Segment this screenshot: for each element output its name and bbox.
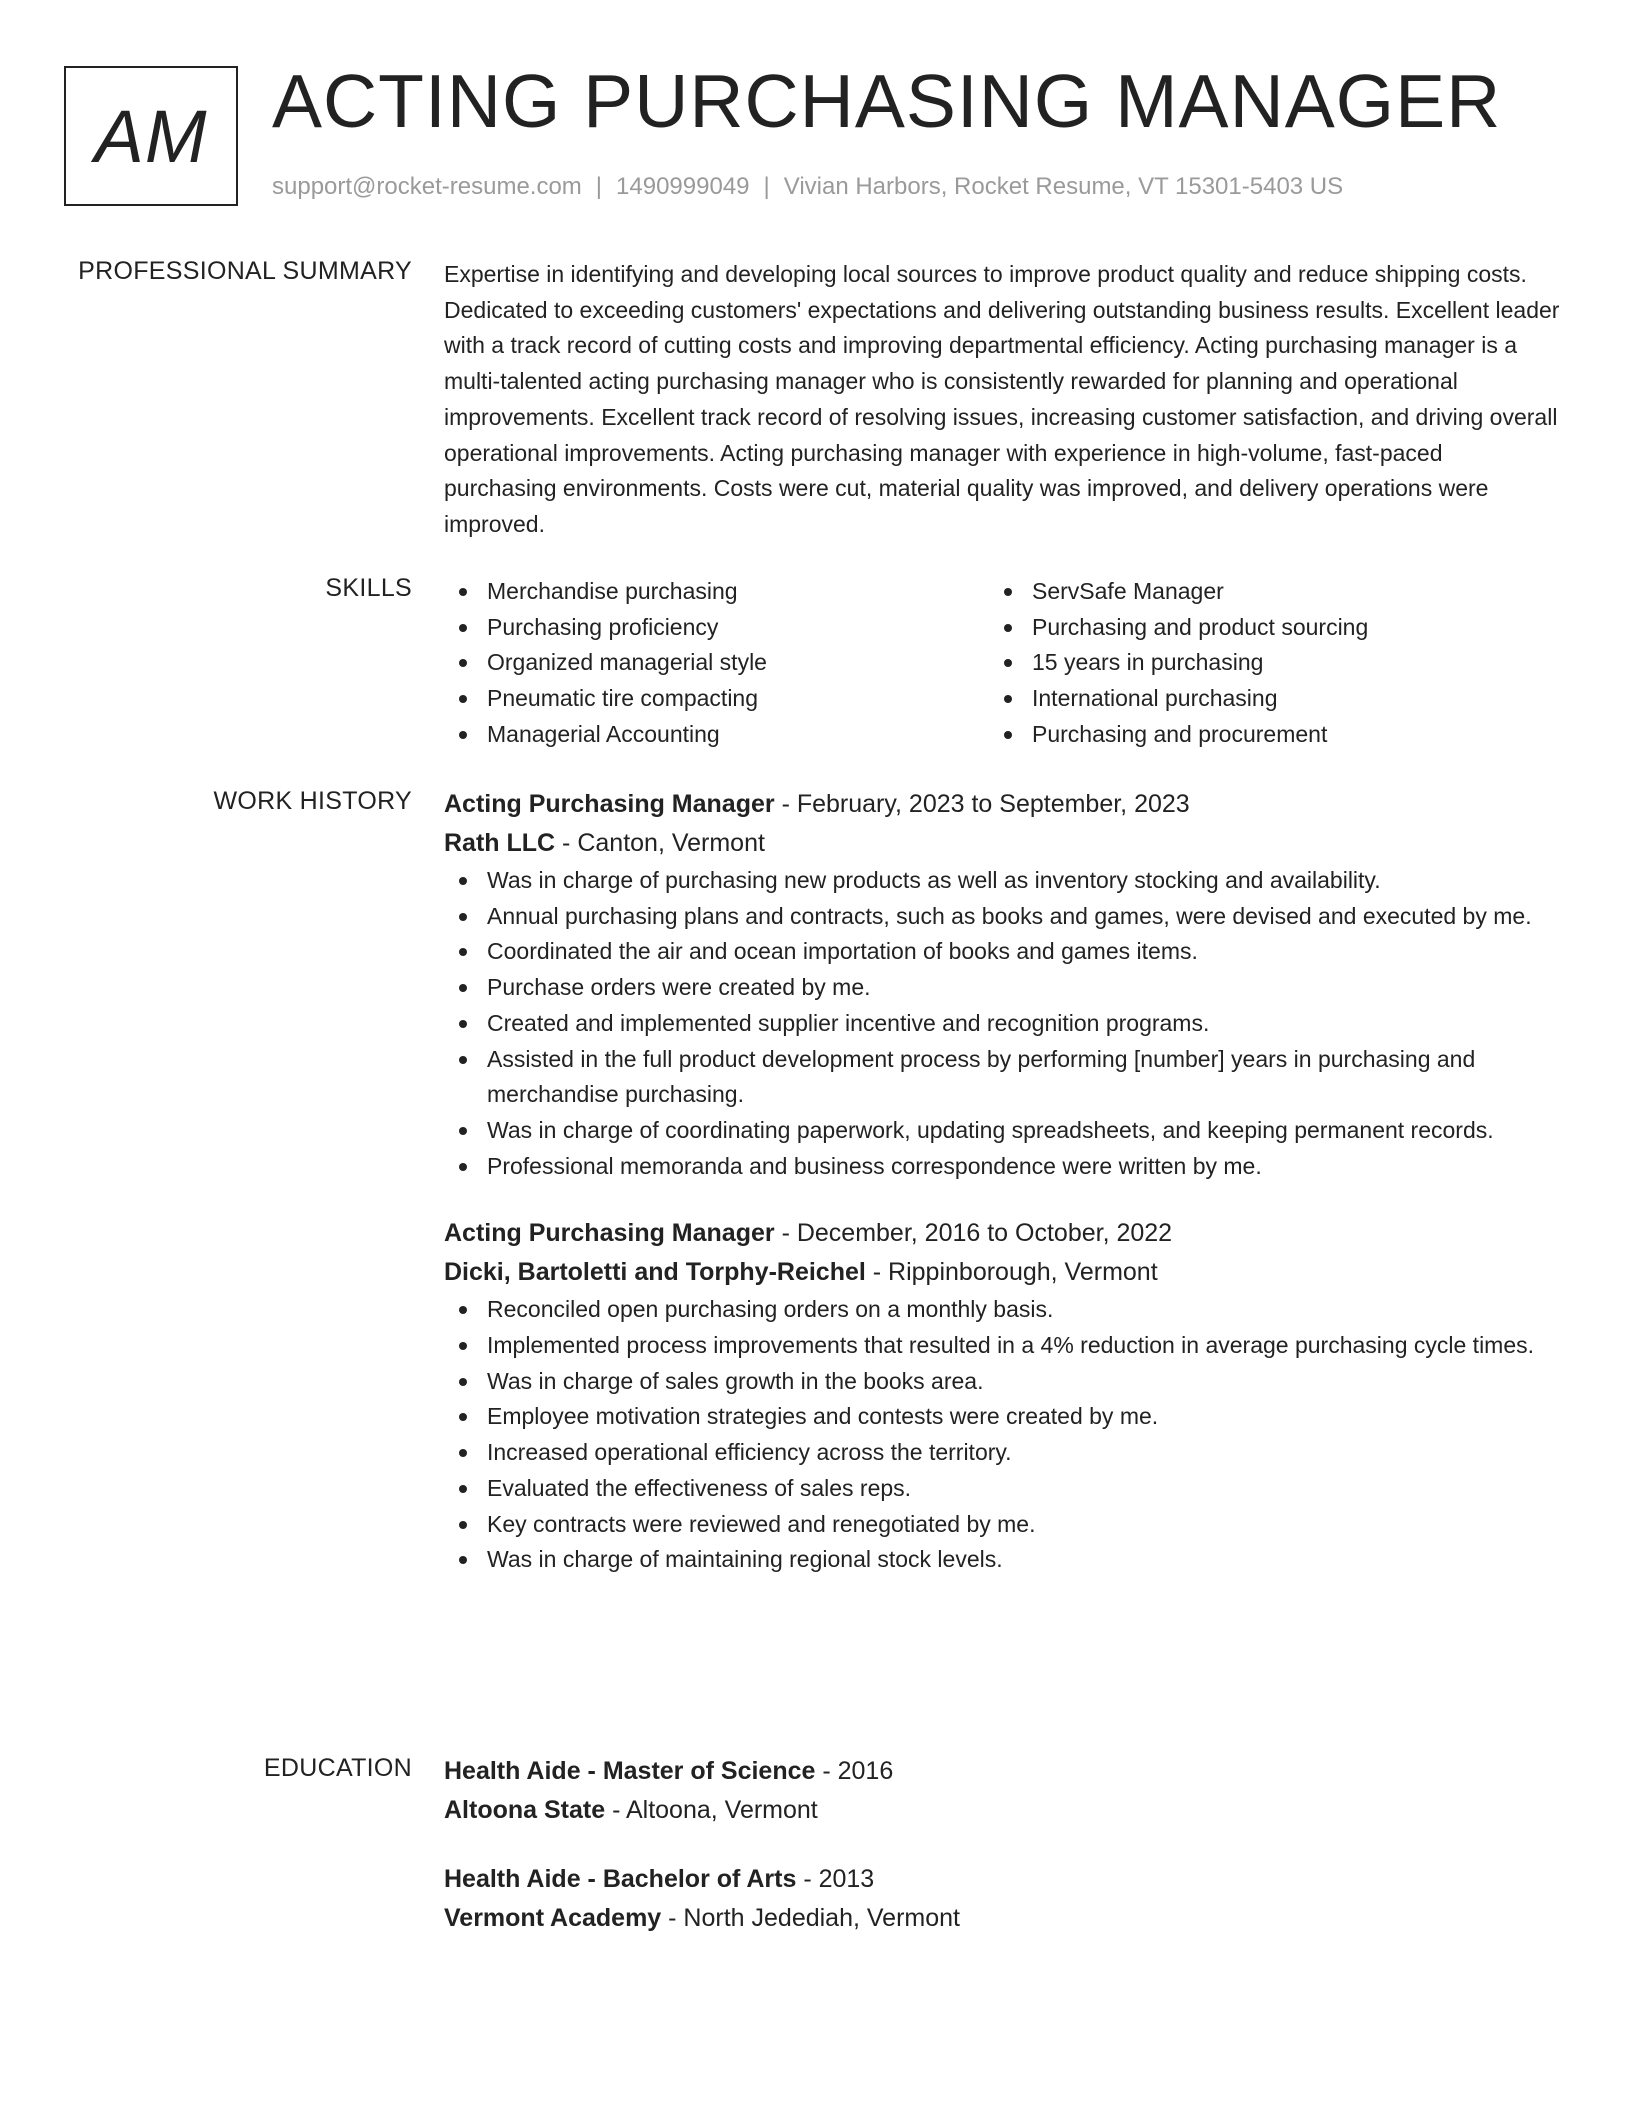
skills-list-right — [989, 574, 1534, 753]
education-heading: EDUCATION — [263, 1754, 412, 1782]
skills-list-left — [444, 574, 989, 753]
skill-item: Managerial Accounting — [444, 717, 989, 753]
summary-text: Expertise in identifying and developing local sources to improve product quality and reduce shipping costs. Dedicated to exceeding customers' expectations and delivering outstanding business results. Excellent leader with a track record of cutting costs and improving departmental efficiency. Acting purchasing manager is a multi-talented acting purchasing manager who is consistently rewarded for planning and operational improvements. Excellent track record of resolving issues, increasing customer satisfaction, and driving overall operational improvements. Acting purchasing manager with experience in high-volume, fast-paced purchasing environments. Costs were cut, material quality was improved, and delivery operations were improved. — [444, 261, 1560, 537]
job-title-line — [444, 1214, 1560, 1253]
education-school-line — [444, 1791, 1560, 1830]
job-duties-list — [444, 1292, 1560, 1578]
skills-body — [444, 574, 1560, 753]
job-entry — [444, 785, 1560, 1184]
job-duty: Evaluated the effectiveness of sales reps. — [444, 1471, 1560, 1507]
skill-item: ServSafe Manager — [989, 574, 1534, 610]
resume-title: ACTING PURCHASING MANAGER — [272, 59, 1502, 143]
job-duty: Reconciled open purchasing orders on a monthly basis. — [444, 1292, 1560, 1328]
education-year: - 2016 — [815, 1757, 894, 1785]
skill-item: Organized managerial style — [444, 645, 989, 681]
job-duty: Employee motivation strategies and contests were created by me. — [444, 1399, 1560, 1435]
job-duty: Professional memoranda and business correspondence were written by me. — [444, 1149, 1560, 1185]
skill-item: 15 years in purchasing — [989, 645, 1534, 681]
job-duty: Created and implemented supplier incentive and recognition programs. — [444, 1006, 1560, 1042]
education-body — [444, 1752, 1560, 1938]
skill-item: International purchasing — [989, 681, 1534, 717]
skill-item: Purchasing and product sourcing — [989, 610, 1534, 646]
job-duty: Was in charge of maintaining regional stock levels. — [444, 1542, 1560, 1578]
summary-body — [444, 257, 1560, 543]
job-duty: Assisted in the full product development process by performing [number] years in purchasing and merchandise purchasing. — [444, 1042, 1560, 1113]
job-duty: Implemented process improvements that resulted in a 4% reduction in average purchasing cycle times. — [444, 1328, 1560, 1364]
education-entry — [444, 1860, 1560, 1938]
education-year: - 2013 — [796, 1865, 875, 1893]
education-school: Vermont Academy — [444, 1904, 662, 1932]
job-company-line — [444, 824, 1560, 863]
job-duty: Was in charge of purchasing new products as well as inventory stocking and availability. — [444, 863, 1560, 899]
skill-item: Purchasing proficiency — [444, 610, 989, 646]
contact-email: support@rocket-resume.com — [272, 173, 582, 200]
job-location: - Canton, Vermont — [555, 829, 765, 857]
job-title: Acting Purchasing Manager — [444, 1219, 775, 1248]
monogram-box — [64, 66, 238, 206]
education-degree-line — [444, 1860, 1560, 1899]
skills-grid — [444, 574, 1560, 753]
skill-item: Purchasing and procurement — [989, 717, 1534, 753]
skills-heading: SKILLS — [325, 574, 412, 602]
job-duty: Was in charge of coordinating paperwork, updating spreadsheets, and keeping permanent records. — [444, 1113, 1560, 1149]
education-entry — [444, 1752, 1560, 1830]
contact-separator: | — [763, 173, 770, 200]
job-duties-list — [444, 863, 1560, 1184]
job-duty: Increased operational efficiency across the territory. — [444, 1435, 1560, 1471]
job-title: Acting Purchasing Manager — [444, 790, 775, 818]
job-duty: Purchase orders were created by me. — [444, 970, 1560, 1006]
job-company: Dicki, Bartoletti and Torphy-Reichel — [444, 1258, 866, 1287]
education-location: - North Jedediah, Vermont — [661, 1904, 960, 1932]
summary-heading: PROFESSIONAL SUMMARY — [78, 257, 412, 285]
skill-item: Merchandise purchasing — [444, 574, 989, 610]
job-entry — [444, 1214, 1560, 1578]
education-location: - Altoona, Vermont — [605, 1796, 818, 1824]
job-title-line — [444, 785, 1560, 824]
job-duty: Was in charge of sales growth in the books area. — [444, 1364, 1560, 1400]
education-school: Altoona State — [444, 1796, 606, 1824]
contact-address: Vivian Harbors, Rocket Resume, VT 15301-5403 US — [783, 173, 1344, 200]
work-history-body — [444, 785, 1560, 1578]
work-history-heading: WORK HISTORY — [213, 787, 412, 815]
monogram-initials: AM — [94, 94, 208, 178]
job-company: Rath LLC — [444, 829, 556, 857]
job-duty: Key contracts were reviewed and renegotiated by me. — [444, 1507, 1560, 1543]
contact-separator: | — [595, 173, 603, 200]
job-duty: Annual purchasing plans and contracts, such as books and games, were devised and executed by me. — [444, 899, 1560, 935]
job-company-line — [444, 1253, 1560, 1292]
skill-item: Pneumatic tire compacting — [444, 681, 989, 717]
job-dates: - December, 2016 to October, 2022 — [774, 1219, 1173, 1248]
job-location: - Rippinborough, Vermont — [865, 1258, 1158, 1287]
job-dates: - February, 2023 to September, 2023 — [774, 790, 1190, 818]
job-duty: Coordinated the air and ocean importation of books and games items. — [444, 934, 1560, 970]
education-degree-line — [444, 1752, 1560, 1791]
contact-phone: 1490999049 — [616, 173, 750, 200]
contact-line — [272, 173, 1343, 201]
education-degree: Health Aide - Bachelor of Arts — [444, 1865, 797, 1893]
education-school-line — [444, 1899, 1560, 1938]
education-degree: Health Aide - Master of Science — [444, 1757, 816, 1785]
